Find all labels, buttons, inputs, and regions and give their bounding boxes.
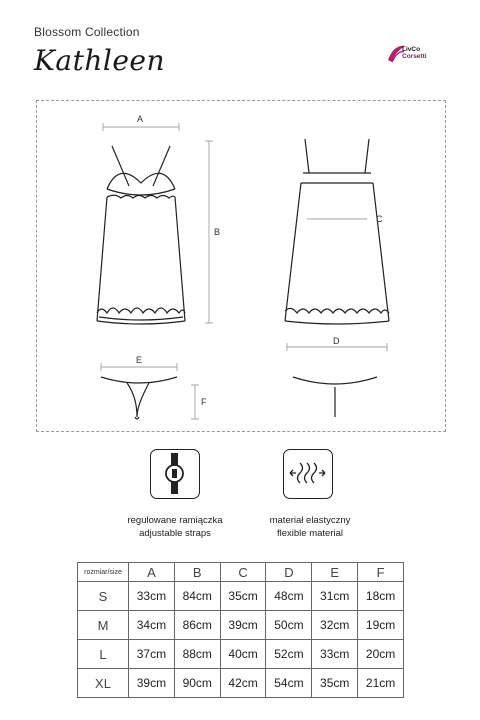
table-cell: 86cm	[174, 611, 220, 640]
elastic-material-icon	[283, 449, 333, 499]
feature-label-material-en: flexible material	[277, 528, 343, 539]
measure-lines-back	[287, 219, 387, 351]
table-cell: 37cm	[129, 640, 175, 669]
table-cell: 39cm	[129, 669, 175, 698]
label-a: A	[137, 114, 144, 124]
table-cell: 84cm	[174, 582, 220, 611]
table-row	[78, 669, 404, 698]
brand-line-2: Corsetti	[402, 53, 427, 60]
size-table-header-row	[78, 563, 404, 582]
front-view	[97, 146, 185, 324]
label-c: C	[376, 214, 383, 224]
thong-back	[293, 377, 377, 417]
table-cell: 33cm	[129, 582, 175, 611]
column-header-a: A	[129, 563, 175, 582]
table-cell: 21cm	[358, 669, 404, 698]
table-cell: 20cm	[358, 640, 404, 669]
technical-drawing-panel	[36, 100, 446, 432]
garment-diagram	[37, 101, 447, 433]
table-cell: 52cm	[266, 640, 312, 669]
label-d: D	[333, 336, 340, 346]
size-name-cell: L	[78, 640, 129, 669]
table-cell: 32cm	[312, 611, 358, 640]
column-header-e: E	[312, 563, 358, 582]
adjustable-strap-icon	[150, 449, 200, 499]
table-cell: 18cm	[358, 582, 404, 611]
thong-front	[101, 377, 177, 419]
collection-name: Blossom Collection	[34, 25, 140, 39]
table-cell: 33cm	[312, 640, 358, 669]
table-cell: 35cm	[220, 582, 266, 611]
label-e: E	[136, 355, 143, 365]
table-row	[78, 640, 404, 669]
table-cell: 88cm	[174, 640, 220, 669]
table-cell: 50cm	[266, 611, 312, 640]
column-header-b: B	[174, 563, 220, 582]
table-cell: 31cm	[312, 582, 358, 611]
size-table	[77, 562, 404, 698]
measure-lines-front	[103, 123, 213, 323]
table-cell: 35cm	[312, 669, 358, 698]
table-row	[78, 582, 404, 611]
label-f: F	[201, 397, 207, 407]
size-name-cell: M	[78, 611, 129, 640]
column-header-c: C	[220, 563, 266, 582]
table-cell: 39cm	[220, 611, 266, 640]
size-table-corner: rozmiar/size	[78, 563, 129, 582]
label-b: B	[214, 227, 221, 237]
feature-label-material	[235, 514, 385, 540]
table-row	[78, 611, 404, 640]
measure-lines-thong	[101, 363, 199, 419]
size-name-cell: XL	[78, 669, 129, 698]
size-name-cell: S	[78, 582, 129, 611]
table-cell: 40cm	[220, 640, 266, 669]
column-header-d: D	[266, 563, 312, 582]
table-cell: 42cm	[220, 669, 266, 698]
table-cell: 54cm	[266, 669, 312, 698]
back-view	[285, 139, 389, 324]
table-cell: 19cm	[358, 611, 404, 640]
brand-wordmark	[402, 46, 427, 60]
brand-line-1: LivCo	[402, 46, 421, 53]
feature-label-straps	[100, 514, 250, 540]
feature-label-material-pl: materiał elastyczny	[269, 515, 351, 526]
column-header-f: F	[358, 563, 404, 582]
table-cell: 34cm	[129, 611, 175, 640]
feature-label-straps-en: adjustable straps	[139, 528, 211, 539]
feature-label-straps-pl: regulowane ramiączka	[127, 515, 223, 526]
table-cell: 48cm	[266, 582, 312, 611]
product-name: Kathleen	[34, 44, 166, 77]
table-cell: 90cm	[174, 669, 220, 698]
